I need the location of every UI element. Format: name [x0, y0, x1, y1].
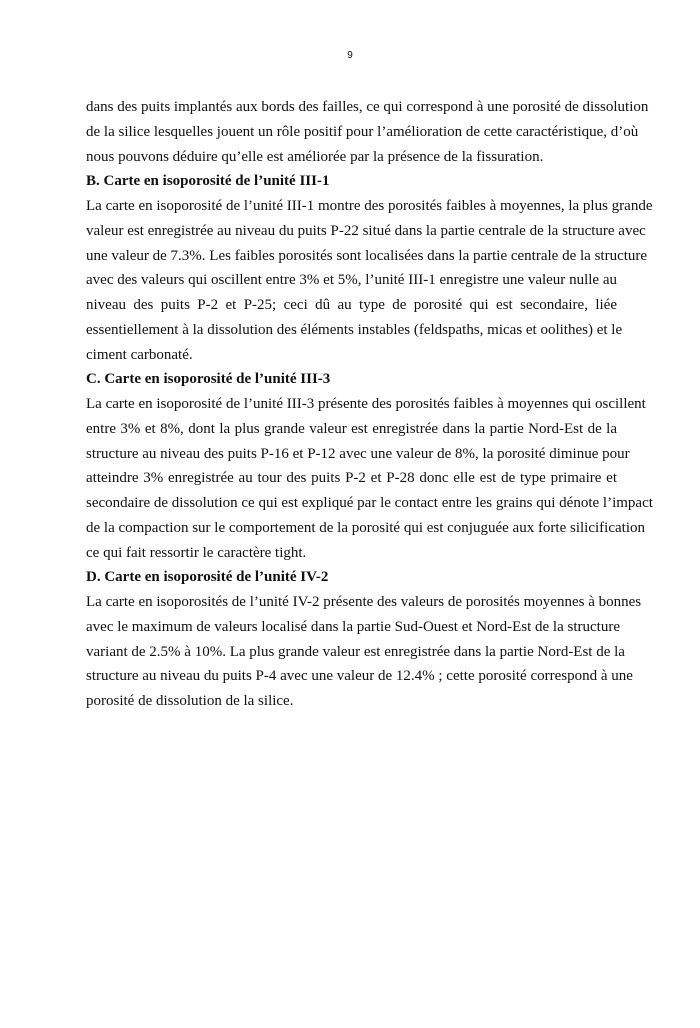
text-line: secondaire de dissolution ce qui est expliqué par le contact entre les grains qui dénote l’impact — [86, 495, 653, 511]
text-line: structure au niveau du puits P-4 avec une valeur de 12.4% ; cette porosité correspond à une — [86, 668, 633, 685]
paragraph — [86, 392, 653, 565]
text-line: ce qui fait ressortir le caractère tight. — [86, 544, 307, 561]
paragraph — [86, 95, 649, 169]
heading-text: C. Carte en isoporosité de l’unité III-3 — [86, 371, 331, 388]
text-line: avec le maximum de valeurs localisé dans la partie Sud-Ouest et Nord-Est de la structure — [86, 618, 620, 635]
section-heading — [86, 169, 617, 194]
text-line: atteindre 3% enregistrée au tour des puits P-2 et P-28 donc elle est de type primaire et — [86, 470, 617, 487]
text-line: nous pouvons déduire qu’elle est améliorée par la présence de la fissuration. — [86, 148, 544, 165]
text-line: essentiellement à la dissolution des éléments instables (feldspaths, micas et oolithes) et le — [86, 321, 623, 338]
text-line: niveau des puits P-2 et P-25; ceci dû au type de porosité qui est secondaire, liée — [86, 297, 617, 313]
text-line: de la silice lesquelles jouent un rôle positif pour l’amélioration de cette caractéristique, d’où — [86, 123, 639, 140]
page-number: 9 — [347, 50, 353, 61]
section-heading — [86, 367, 617, 392]
section-heading — [86, 565, 617, 590]
heading-text: D. Carte en isoporosité de l’unité IV-2 — [86, 569, 329, 586]
text-line: variant de 2.5% à 10%. La plus grande valeur est enregistrée dans la partie Nord-Est de la — [86, 643, 625, 660]
heading-text: B. Carte en isoporosité de l’unité III-1 — [86, 173, 330, 190]
text-line: avec des valeurs qui oscillent entre 3% et 5%, l’unité III-1 enregistre une valeur nulle au — [86, 272, 617, 289]
text-line: une valeur de 7.3%. Les faibles porosités sont localisées dans la partie centrale de la structure — [86, 247, 648, 264]
document-body — [86, 95, 653, 714]
text-line: structure au niveau des puits P-16 et P-12 avec une valeur de 8%, la porosité diminue pour — [86, 445, 630, 462]
text-line: La carte en isoporosités de l’unité IV-2 présente des valeurs de porosités moyennes à bonnes — [86, 594, 642, 610]
text-line: dans des puits implantés aux bords des failles, ce qui correspond à une porosité de dissolution — [86, 99, 649, 115]
paragraph — [86, 590, 642, 714]
text-line: valeur est enregistrée au niveau du puits P-22 situé dans la partie centrale de la structure avec — [86, 222, 646, 239]
paragraph — [86, 194, 653, 367]
text-line: porosité de dissolution de la silice. — [86, 693, 294, 709]
text-line: entre 3% et 8%, dont la plus grande valeur est enregistrée dans la partie Nord-Est de la — [86, 420, 617, 437]
text-line: de la compaction sur le comportement de la porosité qui est conjuguée aux forte silicification — [86, 519, 645, 536]
text-line: ciment carbonaté. — [86, 346, 193, 363]
text-line: La carte en isoporosité de l’unité III-3 présente des porosités faibles à moyennes qui oscillent — [86, 396, 646, 412]
text-line: La carte en isoporosité de l’unité III-1 montre des porosités faibles à moyennes, la plus grande — [86, 198, 653, 214]
